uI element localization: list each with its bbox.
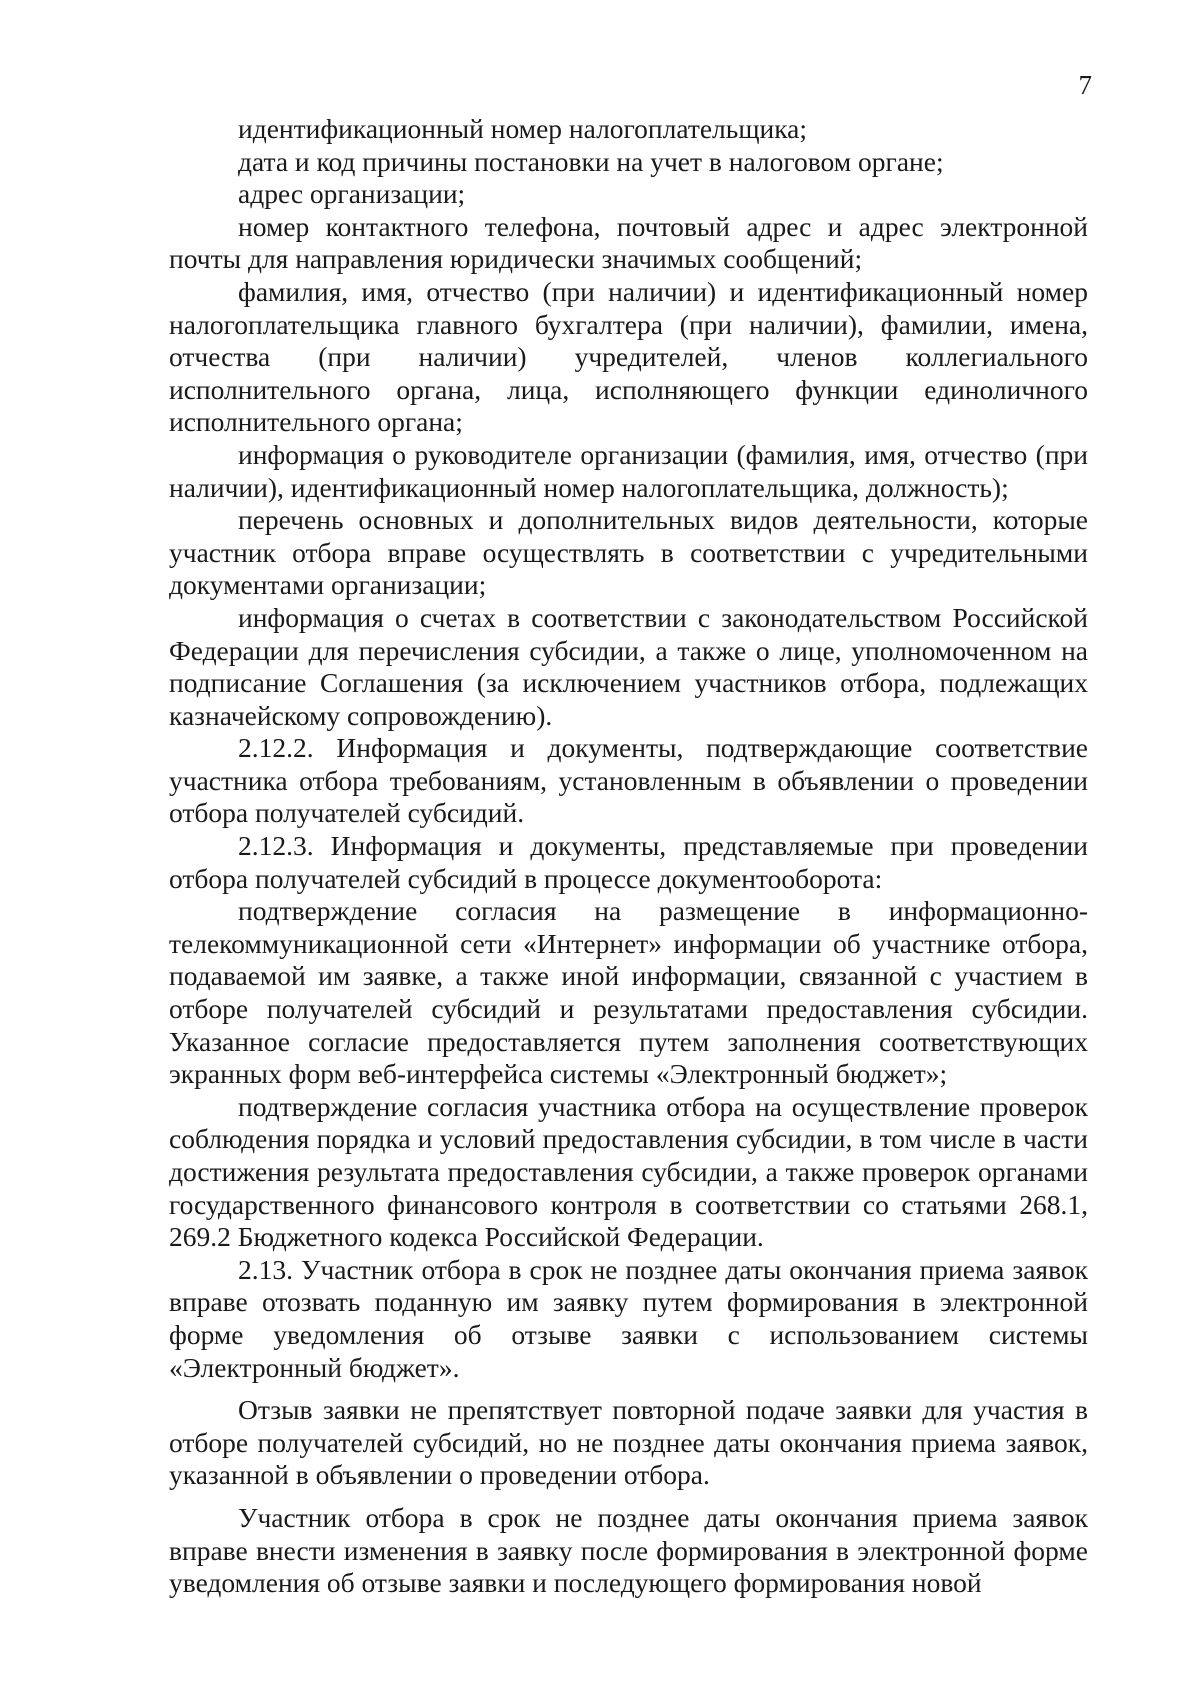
page-number: 7: [1078, 70, 1092, 100]
paragraph-activities: перечень основных и дополнительных видов деятельности, которые участник отбора вправе осуществлять в соответствии с учредительными документами организации;: [169, 504, 1088, 601]
paragraph-changes: Участник отбора в срок не позднее даты окончания приема заявок вправе внести изменения в заявку после формирования в электронной форме уведомления об отзыве заявки и последующего формирования новой: [169, 1501, 1088, 1599]
paragraph-accounts: информация о счетах в соответствии с законодательством Российской Федерации для перечисления субсидии, а также о лице, уполномоченном на подписание Соглашения (за исключением участников отбора, подлежащих казначейскому сопровождению).: [169, 601, 1088, 731]
paragraph-registration-date: дата и код причины постановки на учет в налоговом органе;: [238, 145, 944, 177]
paragraph-consent-inspection: подтверждение согласия участника отбора на осуществление проверок соблюдения порядка и условий предоставления субсидии, в том числе в части достижения результата предоставления субсидии, а также проверок органами государственного финансового контроля в соответствии со статьями 268.1, 269.2 Бюджетного кодекса Российской Федерации.: [169, 1090, 1088, 1253]
document-body: [169, 113, 1088, 1600]
paragraph-accountant-founders: фамилия, имя, отчество (при наличии) и идентификационный номер налогоплательщика главного бухгалтера (при наличии), фамилии, имена, отчества (при наличии) учредителей, членов коллегиального исполнительного органа, лица, исполняющего функции единоличного исполнительного органа;: [169, 275, 1088, 438]
paragraph-organization-address: адрес организации;: [238, 178, 466, 210]
paragraph-2-13: 2.13. Участник отбора в срок не позднее даты окончания приема заявок вправе отозвать поданную им заявку путем формирования в электронной форме уведомления об отзыве заявки с использованием системы «Электронный бюджет».: [169, 1253, 1088, 1383]
paragraph-contacts: номер контактного телефона, почтовый адрес и адрес электронной почты для направления юридически значимых сообщений;: [169, 210, 1088, 275]
paragraph-withdrawal: Отзыв заявки не препятствует повторной подаче заявки для участия в отборе получателей субсидий, но не позднее даты окончания приема заявок, указанной в объявлении о проведении отбора.: [169, 1394, 1088, 1491]
paragraph-inn: идентификационный номер налогоплательщика;: [238, 113, 808, 144]
paragraph-2-12-2: 2.12.2. Информация и документы, подтверждающие соответствие участника отбора требованиям, установленным в объявлении о проведении отбора получателей субсидий.: [169, 732, 1088, 829]
paragraph-consent-publication: подтверждение согласия на размещение в информационно-телекоммуникационной сети «Интернет» информации об участнике отбора, подаваемой им заявке, а также иной информации, связанной с участием в отборе получателей субсидий и результатами предоставления субсидии. Указанное согласие предоставляется путем заполнения соответствующих экранных форм веб-интерфейса системы «Электронный бюджет»;: [169, 895, 1088, 1090]
paragraph-head-info: информация о руководителе организации (фамилия, имя, отчество (при наличии), идентификационный номер налогоплательщика, должность);: [169, 438, 1088, 503]
paragraph-2-12-3: 2.12.3. Информация и документы, представляемые при проведении отбора получателей субсидий в процессе документооборота:: [169, 830, 1088, 894]
